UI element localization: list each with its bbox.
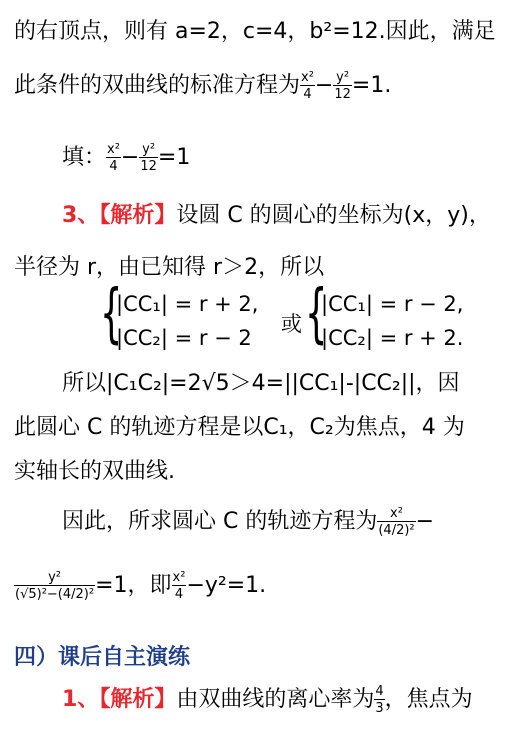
fill-suffix: =1 xyxy=(157,145,191,170)
text-line-2: 此条件的双曲线的标准方程为 $\frac{\text{x²}}{4}$ − $\frac{\text{y²}}{12}$ =1. xyxy=(14,70,392,102)
system-1-eq-2: |CC₂| = r − 2 xyxy=(116,326,252,350)
line-9-minus: − xyxy=(415,509,435,534)
text-line-6: 所以|C₁C₂|=2√5＞4=||CC₁|-|CC₂||，因 xyxy=(62,371,460,396)
question-1-analysis-tag: 【解析】 xyxy=(99,687,177,712)
line-2-prefix: 此条件的双曲线的标准方程为 xyxy=(14,73,301,98)
text-line-10 xyxy=(14,568,266,601)
fraction-y2-over-12: $\frac{\text{y²}}{12}$ xyxy=(334,70,351,102)
line-9-prefix: 因此，所求圆心 C 的轨迹方程为 xyxy=(62,509,378,534)
text-line-9 xyxy=(62,504,434,537)
system-1-eq-1: |CC₁| = r + 2, xyxy=(116,292,259,316)
fill-fraction-y2-over-12: $\frac{\text{y²}}{12}$ xyxy=(140,142,157,174)
text-line-7: 此圆心 C 的轨迹方程是以C₁，C₂为焦点，4 为 xyxy=(14,415,465,440)
left-brace-2: { xyxy=(305,277,328,351)
question-1-suffix: ，焦点为 xyxy=(384,687,473,712)
question-3-text: 设圆 C 的圆心的坐标为(x，y)， xyxy=(176,203,491,228)
system-2-eq-1: |CC₁| = r − 2, xyxy=(321,292,464,316)
system-2-eq-2: |CC₂| = r + 2. xyxy=(321,326,464,350)
line-10-text: =1，即 xyxy=(95,573,172,598)
question-1-line xyxy=(62,682,473,715)
question-3-number: 3、 xyxy=(62,203,100,228)
fill-label: 填： xyxy=(62,145,107,170)
fraction-x2-over-4-final: $\frac{\text{x²}}{4}$ xyxy=(172,570,186,602)
fraction-4-over-3: $\frac{4}{3}$ xyxy=(375,684,384,716)
question-1-number: 1、 xyxy=(62,687,100,712)
left-brace-1: { xyxy=(100,277,123,351)
fraction-y2-over-long-denominator: $\frac{\text{y²}}{\text{(√5)²−(4/2)²}}$ xyxy=(15,570,95,602)
fraction-x2-over-4-2-squared: $\frac{\text{x²}}{\text{(4/2)²}}$ xyxy=(378,506,415,538)
fill-answer-line: 填： $\frac{\text{x²}}{4}$ − $\frac{\text{y²}}{12}$ =1 xyxy=(62,142,191,174)
text-line-1: 的右顶点，则有 a=2，c=4，b²=12.因此，满足 xyxy=(14,19,496,44)
fill-fraction-x2-over-4: $\frac{\text{x²}}{4}$ xyxy=(107,142,120,174)
line-2-suffix: =1. xyxy=(351,73,392,98)
section-heading: 四）课后自主演练 xyxy=(14,645,191,670)
or-word: 或 xyxy=(281,312,302,336)
question-1-text: 由双曲线的离心率为 xyxy=(176,687,375,712)
fraction-x2-over-4: $\frac{\text{x²}}{4}$ xyxy=(301,70,314,102)
text-line-4: 半径为 r，由已知得 r＞2，所以 xyxy=(14,255,325,280)
line-10-end: −y²=1. xyxy=(186,573,267,598)
question-3-line xyxy=(62,198,491,229)
text-line-8: 实轴长的双曲线. xyxy=(14,459,175,484)
question-3-analysis-tag: 【解析】 xyxy=(99,203,177,228)
